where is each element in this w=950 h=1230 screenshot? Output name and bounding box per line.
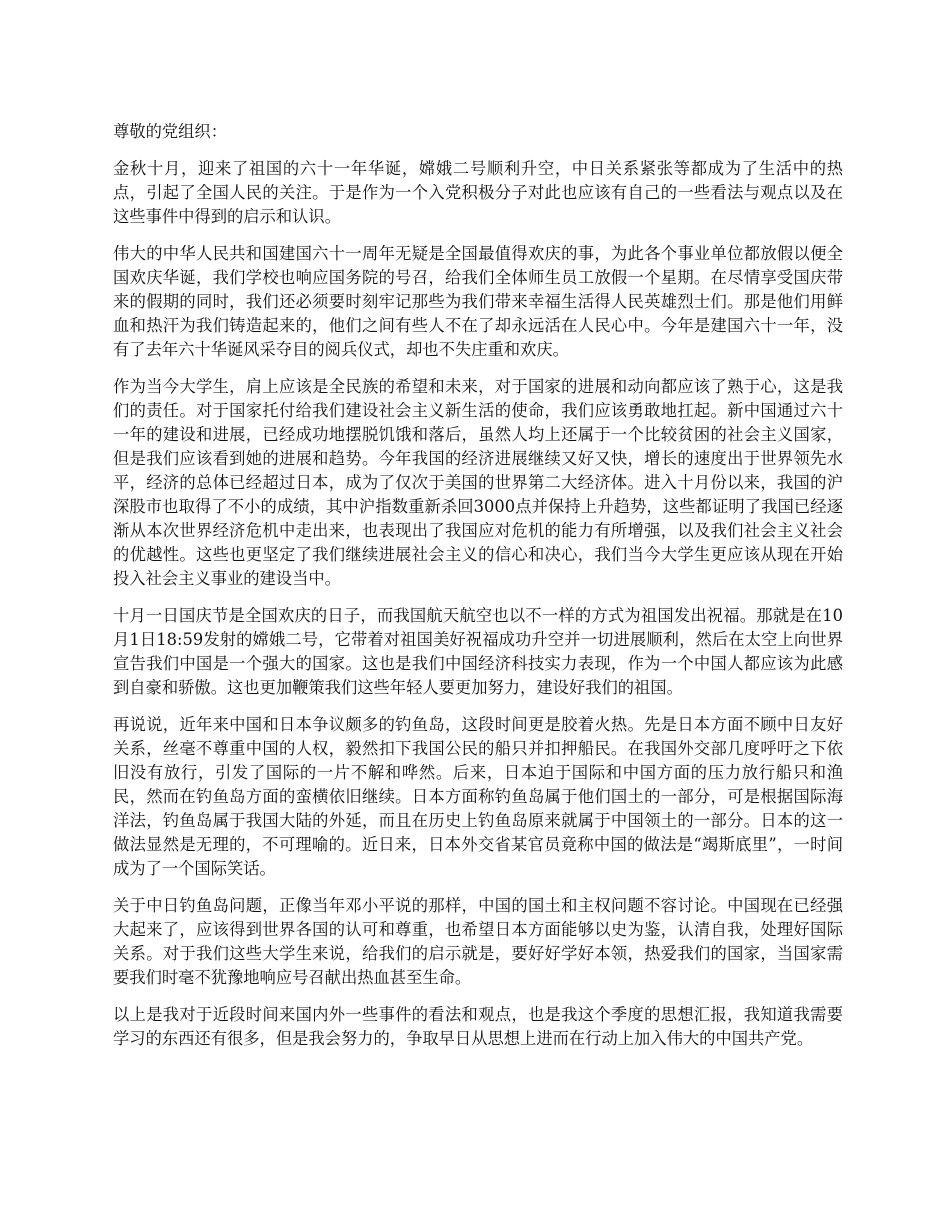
paragraph-conclusion: 以上是我对于近段时间来国内外一些事件的看法和观点，也是我这个季度的思想汇报，我知道我需要学习的东西还有很多，但是我会努力的，争取早日从思想上进而在行动上加入伟大的中国共产党。: [113, 1005, 843, 1048]
document-body: [113, 120, 843, 1064]
paragraph-sovereignty: 关于中日钓鱼岛问题，正像当年邓小平说的那样，中国的国土和主权问题不容讨论。中国现在已经强大起来了，应该得到世界各国的认可和尊重，也希望日本方面能够以史为鉴，认清自我，处理好国际关系。对于我们这些大学生来说，给我们的启示就是，要好好学好本领，热爱我们的国家，当国家需要我们时毫不犹豫地响应号召献出热血甚至生命。: [113, 896, 843, 987]
paragraph-intro: 金秋十月，迎来了祖国的六十一年华诞，嫦娥二号顺利升空，中日关系紧张等都成为了生活中的热点，引起了全国人民的关注。于是作为一个入党积极分子对此也应该有自己的一些看法与观点以及在这些事件中得到的启示和认识。: [113, 159, 843, 226]
paragraph-students-responsibility: 作为当今大学生，肩上应该是全民族的希望和未来，对于国家的进展和动向都应该了熟于心，这是我们的责任。对于国家托付给我们建设社会主义新生活的使命，我们应该勇敢地扛起。新中国通过六十一年的建设和进展，已经成功地摆脱饥饿和落后，虽然人均上还属于一个比较贫困的社会主义国家，但是我们应该看到她的进展和趋势。今年我国的经济进展继续又好又快，增长的速度出于世界领先水平，经济的总体已经超过日本，成为了仅次于美国的世界第二大经济体。进入十月份以来，我国的沪深股市也取得了不小的成绩，其中沪指数重新杀回3000点并保持上升趋势，这些都证明了我国已经逐渐从本次世界经济危机中走出来，也表现出了我国应对危机的能力有所增强，以及我们社会主义社会的优越性。这些也更坚定了我们继续进展社会主义的信心和决心，我们当今大学生更应该从现在开始投入社会主义事业的建设当中。: [113, 377, 843, 588]
salutation: 尊敬的党组织：: [113, 122, 227, 141]
paragraph-change-2: 十月一日国庆节是全国欢庆的日子，而我国航天航空也以不一样的方式为祖国发出祝福。那就是在10月1日18:59发射的嫦娥二号，它带着对祖国美好祝福成功升空并一切进展顺利，然后在太空上向世界宣告我们中国是一个强大的国家。这也是我们中国经济科技实力表现，作为一个中国人都应该为此感到自豪和骄傲。这也更加鞭策我们这些年轻人要更加努力，建设好我们的祖国。: [113, 606, 843, 697]
paragraph-diaoyu-dispute: 再说说，近年来中国和日本争议颇多的钓鱼岛，这段时间更是胶着火热。先是日本方面不顾中日友好关系，丝毫不尊重中国的人权，毅然扣下我国公民的船只并扣押船民。在我国外交部几度呼吁之下依旧没有放行，引发了国际的一片不解和哗然。后来，日本迫于国际和中国方面的压力放行船只和渔民，然而在钓鱼岛方面的蛮横依旧继续。日本方面称钓鱼岛属于他们国土的一部分，可是根据国际海洋法，钓鱼岛属于我国大陆的外延，而且在历史上钓鱼岛原来就属于中国领土的一部分。日本的这一做法显然是无理的，不可理喻的。近日来，日本外交省某官员竟称中国的做法是“竭斯底里”，一时间成为了一个国际笑话。: [113, 715, 843, 878]
paragraph-national-day: 伟大的中华人民共和国建国六十一周年无疑是全国最值得欢庆的事，为此各个事业单位都放假以便全国欢庆华诞，我们学校也响应国务院的号召，给我们全体师生员工放假一个星期。在尽情享受国庆带来的假期的同时，我们还必须要时刻牢记那些为我们带来幸福生活得人民英雄烈士们。那是他们用鲜血和热汗为我们铸造起来的，他们之间有些人不在了却永远活在人民心中。今年是建国六十一年，没有了去年六十华诞风采夺目的阅兵仪式，却也不失庄重和欢庆。: [113, 244, 843, 359]
